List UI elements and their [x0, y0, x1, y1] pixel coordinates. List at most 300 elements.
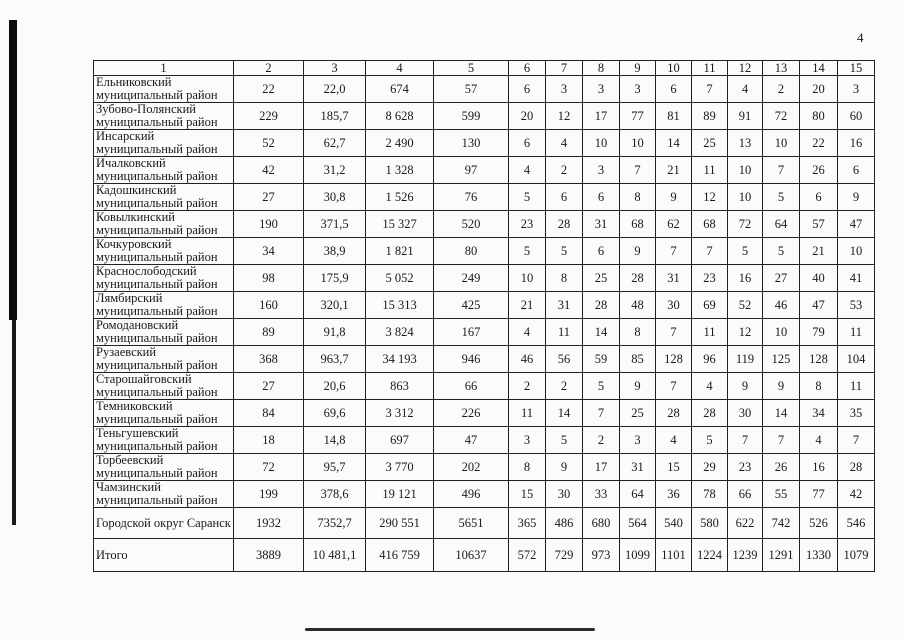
value-cell: 226: [434, 400, 509, 427]
value-cell: 31: [546, 292, 583, 319]
value-cell: 34: [234, 238, 304, 265]
table-row: [94, 292, 875, 319]
value-cell: 35: [838, 400, 875, 427]
value-cell: 3: [620, 427, 656, 454]
value-cell: 98: [234, 265, 304, 292]
value-cell: 9: [620, 373, 656, 400]
value-cell: 546: [838, 508, 875, 539]
value-cell: 4: [546, 130, 583, 157]
value-cell: 1239: [728, 539, 763, 572]
value-cell: 3 770: [366, 454, 434, 481]
value-cell: 60: [838, 103, 875, 130]
value-cell: 25: [620, 400, 656, 427]
value-cell: 9: [728, 373, 763, 400]
value-cell: 3: [583, 76, 620, 103]
value-cell: 26: [800, 157, 838, 184]
value-cell: 580: [692, 508, 728, 539]
value-cell: 95,7: [304, 454, 366, 481]
value-cell: 16: [838, 130, 875, 157]
value-cell: 23: [728, 454, 763, 481]
value-cell: 41: [838, 265, 875, 292]
value-cell: 5 052: [366, 265, 434, 292]
column-number-header: 2: [234, 61, 304, 76]
value-cell: 190: [234, 211, 304, 238]
value-cell: 15 313: [366, 292, 434, 319]
district-name-cell: Инсарский муниципальный район: [94, 130, 234, 157]
value-cell: 5: [509, 238, 546, 265]
value-cell: 11: [838, 319, 875, 346]
value-cell: 68: [620, 211, 656, 238]
value-cell: 47: [838, 211, 875, 238]
value-cell: 5: [728, 238, 763, 265]
value-cell: 36: [656, 481, 692, 508]
value-cell: 72: [728, 211, 763, 238]
value-cell: 3: [583, 157, 620, 184]
value-cell: 125: [763, 346, 800, 373]
value-cell: 1224: [692, 539, 728, 572]
table-row: [94, 130, 875, 157]
value-cell: 10: [838, 238, 875, 265]
value-cell: 8: [620, 319, 656, 346]
value-cell: 229: [234, 103, 304, 130]
value-cell: 79: [800, 319, 838, 346]
value-cell: 486: [546, 508, 583, 539]
value-cell: 199: [234, 481, 304, 508]
table-row: [94, 427, 875, 454]
value-cell: 31,2: [304, 157, 366, 184]
value-cell: 16: [800, 454, 838, 481]
value-cell: 1099: [620, 539, 656, 572]
value-cell: 7: [838, 427, 875, 454]
value-cell: 368: [234, 346, 304, 373]
value-cell: 8: [509, 454, 546, 481]
column-number-header: 9: [620, 61, 656, 76]
value-cell: 7: [763, 157, 800, 184]
value-cell: 6: [509, 130, 546, 157]
value-cell: 31: [656, 265, 692, 292]
value-cell: 14: [656, 130, 692, 157]
value-cell: 599: [434, 103, 509, 130]
value-cell: 249: [434, 265, 509, 292]
value-cell: 72: [763, 103, 800, 130]
column-number-header: 1: [94, 61, 234, 76]
value-cell: 28: [583, 292, 620, 319]
table-row: [94, 211, 875, 238]
value-cell: 540: [656, 508, 692, 539]
value-cell: 564: [620, 508, 656, 539]
value-cell: 97: [434, 157, 509, 184]
value-cell: 365: [509, 508, 546, 539]
value-cell: 10: [763, 130, 800, 157]
value-cell: 4: [728, 76, 763, 103]
value-cell: 10: [763, 319, 800, 346]
table-row: [94, 400, 875, 427]
column-number-header: 14: [800, 61, 838, 76]
district-name-cell: Рузаевский муниципальный район: [94, 346, 234, 373]
value-cell: 5651: [434, 508, 509, 539]
value-cell: 5: [546, 238, 583, 265]
value-cell: 52: [234, 130, 304, 157]
value-cell: 9: [656, 184, 692, 211]
value-cell: 10637: [434, 539, 509, 572]
district-name-cell: Краснослободский муниципальный район: [94, 265, 234, 292]
value-cell: 290 551: [366, 508, 434, 539]
value-cell: 62: [656, 211, 692, 238]
value-cell: 12: [692, 184, 728, 211]
value-cell: 130: [434, 130, 509, 157]
value-cell: 62,7: [304, 130, 366, 157]
value-cell: 19 121: [366, 481, 434, 508]
value-cell: 5: [692, 427, 728, 454]
value-cell: 27: [234, 184, 304, 211]
value-cell: 3 312: [366, 400, 434, 427]
table-row: [94, 76, 875, 103]
value-cell: 963,7: [304, 346, 366, 373]
value-cell: 7: [656, 319, 692, 346]
value-cell: 81: [656, 103, 692, 130]
value-cell: 4: [509, 319, 546, 346]
value-cell: 56: [546, 346, 583, 373]
value-cell: 9: [838, 184, 875, 211]
value-cell: 13: [728, 130, 763, 157]
value-cell: 23: [509, 211, 546, 238]
value-cell: 3 824: [366, 319, 434, 346]
value-cell: 160: [234, 292, 304, 319]
value-cell: 4: [692, 373, 728, 400]
value-cell: 175,9: [304, 265, 366, 292]
value-cell: 31: [620, 454, 656, 481]
value-cell: 69: [692, 292, 728, 319]
value-cell: 697: [366, 427, 434, 454]
value-cell: 10: [509, 265, 546, 292]
table-row: [94, 265, 875, 292]
value-cell: 5: [763, 238, 800, 265]
value-cell: 53: [838, 292, 875, 319]
value-cell: 42: [234, 157, 304, 184]
value-cell: 11: [692, 319, 728, 346]
value-cell: 29: [692, 454, 728, 481]
district-name-cell: Ковылкинский муниципальный район: [94, 211, 234, 238]
value-cell: 7: [620, 157, 656, 184]
value-cell: 17: [583, 454, 620, 481]
value-cell: 21: [509, 292, 546, 319]
value-cell: 48: [620, 292, 656, 319]
value-cell: 6: [838, 157, 875, 184]
value-cell: 28: [620, 265, 656, 292]
value-cell: 34: [800, 400, 838, 427]
district-statistics-table: [93, 60, 875, 572]
value-cell: 6: [546, 184, 583, 211]
table-row: [94, 157, 875, 184]
column-number-header: 6: [509, 61, 546, 76]
table-row: [94, 184, 875, 211]
value-cell: 7: [763, 427, 800, 454]
value-cell: 2: [546, 373, 583, 400]
value-cell: 1079: [838, 539, 875, 572]
value-cell: 680: [583, 508, 620, 539]
header-row: [94, 61, 875, 76]
district-name-cell: Ромодановский муниципальный район: [94, 319, 234, 346]
total-row: [94, 539, 875, 572]
column-number-header: 3: [304, 61, 366, 76]
page-number: 4: [857, 30, 864, 45]
value-cell: 40: [800, 265, 838, 292]
value-cell: 20: [800, 76, 838, 103]
value-cell: 729: [546, 539, 583, 572]
district-name-cell: Городской округ Саранск: [94, 508, 234, 539]
scan-bottom-mark: [305, 628, 595, 631]
value-cell: 57: [800, 211, 838, 238]
value-cell: 22: [234, 76, 304, 103]
value-cell: 1 328: [366, 157, 434, 184]
column-number-header: 5: [434, 61, 509, 76]
value-cell: 64: [620, 481, 656, 508]
value-cell: 3: [838, 76, 875, 103]
value-cell: 22,0: [304, 76, 366, 103]
value-cell: 89: [692, 103, 728, 130]
value-cell: 520: [434, 211, 509, 238]
value-cell: 96: [692, 346, 728, 373]
value-cell: 57: [434, 76, 509, 103]
table-row: [94, 238, 875, 265]
value-cell: 167: [434, 319, 509, 346]
value-cell: 66: [728, 481, 763, 508]
district-name-cell: Кочкуровский муниципальный район: [94, 238, 234, 265]
value-cell: 47: [800, 292, 838, 319]
value-cell: 11: [838, 373, 875, 400]
value-cell: 526: [800, 508, 838, 539]
column-number-header: 13: [763, 61, 800, 76]
value-cell: 15 327: [366, 211, 434, 238]
value-cell: 11: [692, 157, 728, 184]
value-cell: 202: [434, 454, 509, 481]
value-cell: 5: [509, 184, 546, 211]
value-cell: 8 628: [366, 103, 434, 130]
value-cell: 14: [583, 319, 620, 346]
value-cell: 91,8: [304, 319, 366, 346]
value-cell: 3: [620, 76, 656, 103]
value-cell: 59: [583, 346, 620, 373]
value-cell: 5: [546, 427, 583, 454]
value-cell: 68: [692, 211, 728, 238]
value-cell: 7: [656, 373, 692, 400]
value-cell: 320,1: [304, 292, 366, 319]
table-row: [94, 481, 875, 508]
column-number-header: 12: [728, 61, 763, 76]
district-name-cell: Торбеевский муниципальный район: [94, 454, 234, 481]
value-cell: 973: [583, 539, 620, 572]
district-name-cell: Темниковский муниципальный район: [94, 400, 234, 427]
value-cell: 27: [234, 373, 304, 400]
value-cell: 416 759: [366, 539, 434, 572]
value-cell: 378,6: [304, 481, 366, 508]
value-cell: 20,6: [304, 373, 366, 400]
value-cell: 11: [546, 319, 583, 346]
value-cell: 8: [800, 373, 838, 400]
district-name-cell: Кадошкинский муниципальный район: [94, 184, 234, 211]
value-cell: 25: [583, 265, 620, 292]
value-cell: 17: [583, 103, 620, 130]
value-cell: 371,5: [304, 211, 366, 238]
value-cell: 28: [546, 211, 583, 238]
value-cell: 14: [546, 400, 583, 427]
value-cell: 21: [656, 157, 692, 184]
value-cell: 2: [546, 157, 583, 184]
district-name-cell: Лямбирский муниципальный район: [94, 292, 234, 319]
value-cell: 946: [434, 346, 509, 373]
value-cell: 6: [509, 76, 546, 103]
value-cell: 33: [583, 481, 620, 508]
value-cell: 9: [546, 454, 583, 481]
value-cell: 12: [728, 319, 763, 346]
value-cell: 80: [434, 238, 509, 265]
value-cell: 8: [546, 265, 583, 292]
value-cell: 28: [838, 454, 875, 481]
value-cell: 3889: [234, 539, 304, 572]
value-cell: 85: [620, 346, 656, 373]
value-cell: 46: [763, 292, 800, 319]
value-cell: 20: [509, 103, 546, 130]
value-cell: 10 481,1: [304, 539, 366, 572]
value-cell: 1 821: [366, 238, 434, 265]
district-name-cell: Итого: [94, 539, 234, 572]
value-cell: 89: [234, 319, 304, 346]
value-cell: 1 526: [366, 184, 434, 211]
district-name-cell: Зубово-Полянский муниципальный район: [94, 103, 234, 130]
value-cell: 7352,7: [304, 508, 366, 539]
value-cell: 622: [728, 508, 763, 539]
value-cell: 91: [728, 103, 763, 130]
district-name-cell: Старошайговский муниципальный район: [94, 373, 234, 400]
value-cell: 18: [234, 427, 304, 454]
value-cell: 14,8: [304, 427, 366, 454]
value-cell: 30: [546, 481, 583, 508]
value-cell: 21: [800, 238, 838, 265]
value-cell: 496: [434, 481, 509, 508]
value-cell: 10: [620, 130, 656, 157]
value-cell: 42: [838, 481, 875, 508]
value-cell: 31: [583, 211, 620, 238]
value-cell: 77: [800, 481, 838, 508]
value-cell: 5: [583, 373, 620, 400]
value-cell: 2: [583, 427, 620, 454]
value-cell: 5: [763, 184, 800, 211]
value-cell: 30: [656, 292, 692, 319]
value-cell: 4: [509, 157, 546, 184]
value-cell: 1932: [234, 508, 304, 539]
value-cell: 22: [800, 130, 838, 157]
value-cell: 28: [692, 400, 728, 427]
table-row: [94, 319, 875, 346]
value-cell: 6: [583, 238, 620, 265]
column-number-header: 10: [656, 61, 692, 76]
district-name-cell: Ичалковский муниципальный район: [94, 157, 234, 184]
table-row: [94, 373, 875, 400]
value-cell: 128: [656, 346, 692, 373]
table-row: [94, 508, 875, 539]
value-cell: 34 193: [366, 346, 434, 373]
value-cell: 10: [583, 130, 620, 157]
value-cell: 7: [692, 238, 728, 265]
value-cell: 11: [509, 400, 546, 427]
value-cell: 14: [763, 400, 800, 427]
value-cell: 572: [509, 539, 546, 572]
value-cell: 7: [692, 76, 728, 103]
table-row: [94, 103, 875, 130]
scan-edge-mark-lower: [12, 320, 16, 525]
value-cell: 7: [583, 400, 620, 427]
value-cell: 84: [234, 400, 304, 427]
column-number-header: 11: [692, 61, 728, 76]
value-cell: 78: [692, 481, 728, 508]
value-cell: 863: [366, 373, 434, 400]
value-cell: 64: [763, 211, 800, 238]
value-cell: 80: [800, 103, 838, 130]
value-cell: 26: [763, 454, 800, 481]
value-cell: 3: [509, 427, 546, 454]
district-name-cell: Теньгушевский муниципальный район: [94, 427, 234, 454]
scan-edge-mark: [9, 20, 17, 320]
value-cell: 76: [434, 184, 509, 211]
value-cell: 77: [620, 103, 656, 130]
value-cell: 1291: [763, 539, 800, 572]
value-cell: 185,7: [304, 103, 366, 130]
value-cell: 2: [509, 373, 546, 400]
value-cell: 6: [800, 184, 838, 211]
value-cell: 1330: [800, 539, 838, 572]
value-cell: 9: [620, 238, 656, 265]
value-cell: 16: [728, 265, 763, 292]
value-cell: 425: [434, 292, 509, 319]
value-cell: 38,9: [304, 238, 366, 265]
value-cell: 9: [763, 373, 800, 400]
district-name-cell: Чамзинский муниципальный район: [94, 481, 234, 508]
column-number-header: 7: [546, 61, 583, 76]
value-cell: 104: [838, 346, 875, 373]
value-cell: 674: [366, 76, 434, 103]
value-cell: 12: [546, 103, 583, 130]
district-name-cell: Ельниковский муниципальный район: [94, 76, 234, 103]
value-cell: 30,8: [304, 184, 366, 211]
column-number-header: 8: [583, 61, 620, 76]
value-cell: 47: [434, 427, 509, 454]
value-cell: 27: [763, 265, 800, 292]
table-row: [94, 454, 875, 481]
value-cell: 10: [728, 157, 763, 184]
table-row: [94, 346, 875, 373]
value-cell: 2 490: [366, 130, 434, 157]
column-number-header: 15: [838, 61, 875, 76]
value-cell: 8: [620, 184, 656, 211]
value-cell: 1101: [656, 539, 692, 572]
value-cell: 128: [800, 346, 838, 373]
value-cell: 4: [656, 427, 692, 454]
value-cell: 10: [728, 184, 763, 211]
value-cell: 52: [728, 292, 763, 319]
value-cell: 28: [656, 400, 692, 427]
value-cell: 4: [800, 427, 838, 454]
value-cell: 15: [509, 481, 546, 508]
value-cell: 23: [692, 265, 728, 292]
value-cell: 7: [728, 427, 763, 454]
value-cell: 55: [763, 481, 800, 508]
value-cell: 742: [763, 508, 800, 539]
value-cell: 6: [656, 76, 692, 103]
value-cell: 69,6: [304, 400, 366, 427]
value-cell: 15: [656, 454, 692, 481]
value-cell: 46: [509, 346, 546, 373]
value-cell: 3: [546, 76, 583, 103]
